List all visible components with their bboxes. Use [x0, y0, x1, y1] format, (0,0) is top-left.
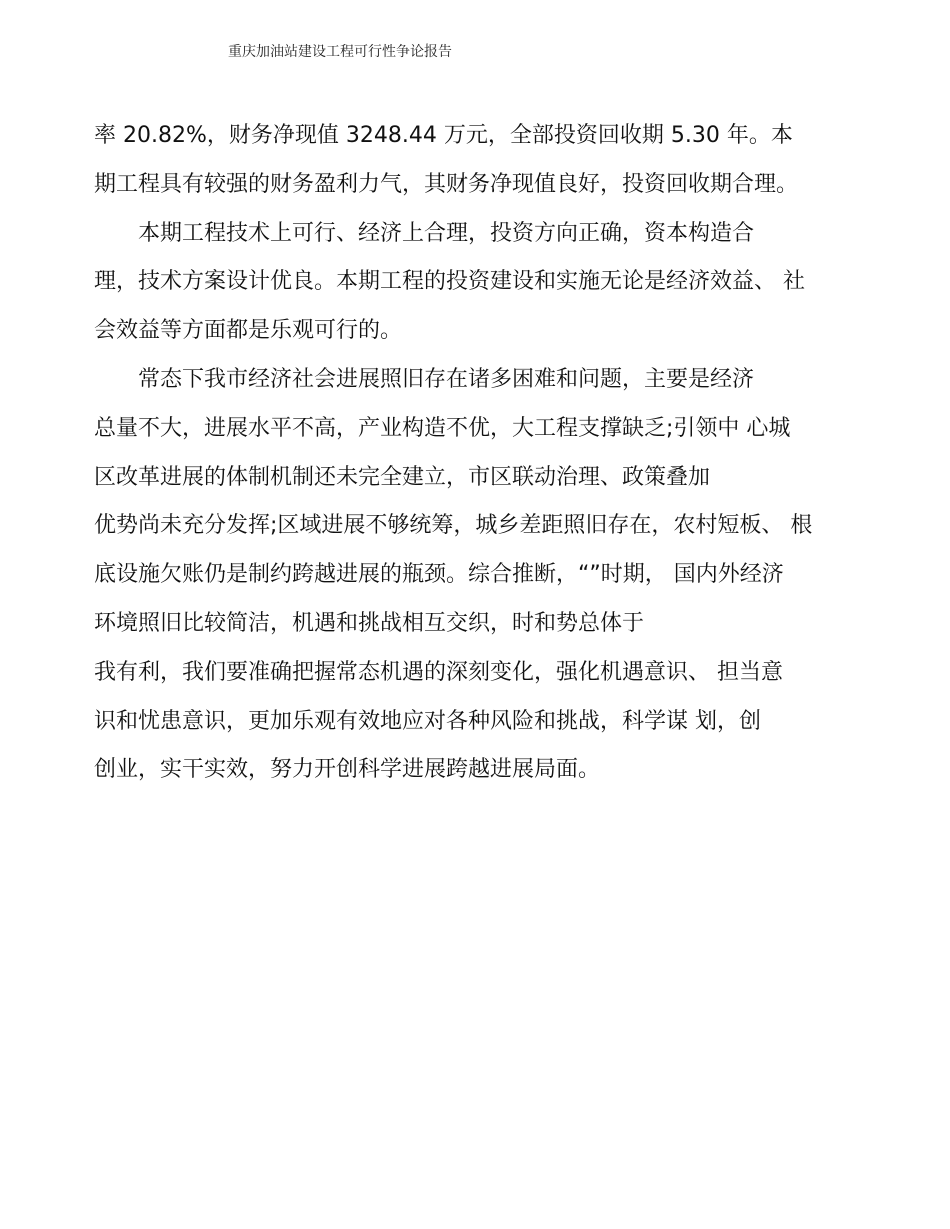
body-text — [94, 112, 884, 795]
text-line: 我有利，我们要准确把握常态机遇的深刻变化，强化机遇意识、 担当意 — [94, 659, 783, 685]
text-line-paragraph-start: 常态下我市经济社会进展照旧存在诸多困难和问题，主要是经济 — [138, 366, 755, 392]
text-line: 底设施欠账仍是制约跨越进展的瓶颈。综合推断，“”时期， 国内外经济 — [94, 562, 784, 588]
text-line: 环境照旧比较简洁，机遇和挑战相互交织，时和势总体于 — [94, 610, 645, 636]
text-line: 会效益等方面都是乐观可行的。 — [94, 318, 403, 344]
text-line: 区改革进展的体制机制还未完全建立，市区联动治理、政策叠加 — [94, 464, 711, 490]
text-line-paragraph-start: 本期工程技术上可行、经济上合理，投资方向正确，资本构造合 — [138, 220, 755, 246]
text-line: 总量不大，进展水平不高，产业构造不优，大工程支撑缺乏;引领中 心城 — [94, 415, 791, 441]
text-line: 理，技术方案设计优良。本期工程的投资建设和实施无论是经济效益、 社 — [94, 269, 805, 295]
text-line: 优势尚未充分发挥;区域进展不够统筹，城乡差距照旧存在，农村短板、 根 — [94, 513, 813, 539]
text-line: 创业，实干实效，努力开创科学进展跨越进展局面。 — [94, 757, 601, 783]
text-line: 识和忧患意识，更加乐观有效地应对各种风险和挑战，科学谋 划，创 — [94, 708, 761, 734]
text-line: 率 20.82%，财务净现值 3248.44 万元，全部投资回收期 5.30 年。本 — [94, 123, 793, 148]
running-header: 重庆加油站建设工程可行性争论报告 — [228, 44, 452, 60]
text-line: 期工程具有较强的财务盈利力气，其财务净现值良好，投资回收期合理。 — [94, 171, 799, 197]
